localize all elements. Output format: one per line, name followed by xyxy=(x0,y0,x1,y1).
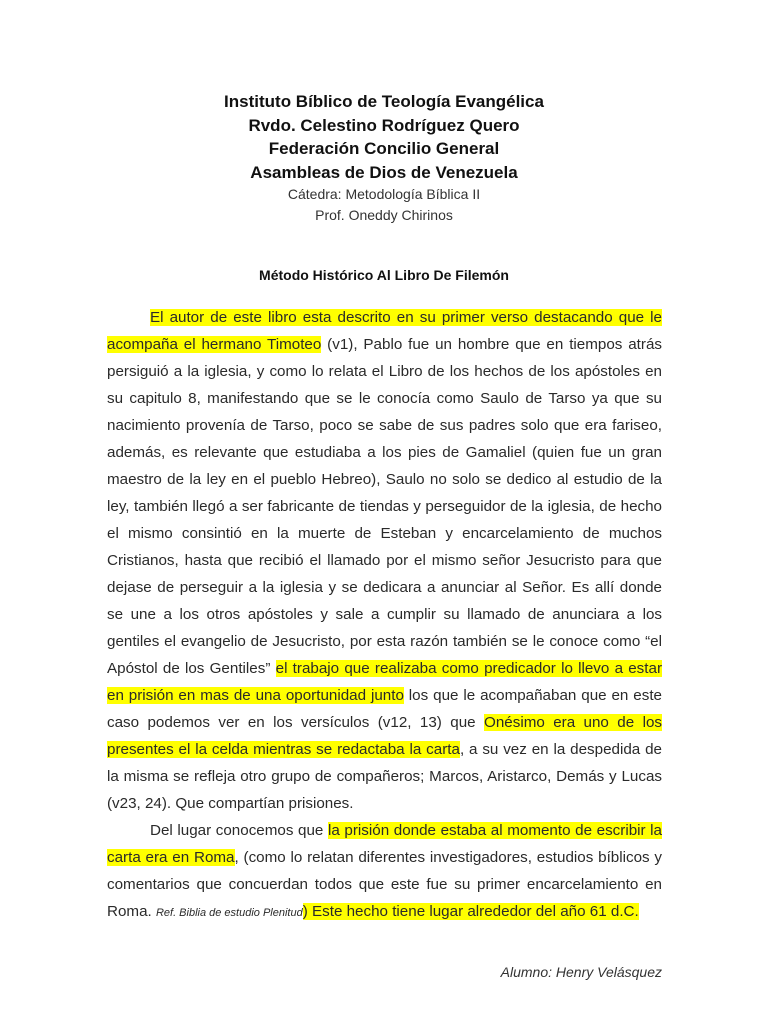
text-segment: , (como lo relatan diferentes investigadores, estudios bíblicos y comentarios que concuerdan todos que este fue su primer encarcelamiento en Roma. xyxy=(107,849,663,920)
text-segment: los que le acompañaban que en este caso podemos ver en los versículos (v12, 13) que xyxy=(107,687,662,731)
federation-name: Federación Concilio General xyxy=(268,139,500,158)
student-signature: Alumno: Henry Velásquez xyxy=(500,964,662,980)
institute-name: Instituto Bíblico de Teología Evangélica xyxy=(224,92,544,111)
institute-dedication: Rvdo. Celestino Rodríguez Quero xyxy=(248,115,520,135)
paragraph-place xyxy=(107,817,662,927)
document-header xyxy=(0,90,768,226)
professor-name: Prof. Oneddy Chirinos xyxy=(315,207,453,223)
text-segment: (v1), Pablo fue un hombre que en tiempos atrás persiguió a la iglesia, y como lo relata el Libro de los hechos de los apóstoles en su capitulo 8, manifestando que se le conocía como Saulo de Tarso ya que su nacimiento provenía de Tarso, poco se sabe de sus padres solo que era fariseo, además, es relevante que estudiaba a los pies de Gamaliel (quien fue un gran maestro de la ley en el pueblo Hebreo), Saulo no solo se dedico al estudio de la ley, también llegó a ser fabricante de tiendas y perseguidor de la iglesia, de hecho el mismo consintió en la muerte de Esteban y encarcelamiento de muchos Cristianos, hasta que recibió el llamado por el mismo señor Jesucristo para que dejase de perseguir a la iglesia y se dedicara a anunciar al Señor. Es allí donde se une a los otros apóstoles y sale a cumplir su llamado de anunciara a los gentiles el evangelio de Jesucristo, por esta razón también se le conoce como “el Apóstol de los Gentiles” xyxy=(107,336,662,677)
text-segment: , a su vez en la despedida de la misma se refleja otro grupo de compañeros; Marcos, Aristarco, Demás y Lucas (v23, 24). Que compartían prisiones. xyxy=(107,741,662,812)
highlight-author: El autor de este libro esta descrito en su primer verso destacando que le acompaña el hermano Timoteo xyxy=(107,309,662,353)
denomination-name: Asambleas de Dios de Venezuela xyxy=(250,162,518,182)
text-segment: Del lugar conocemos que xyxy=(150,822,328,839)
document-title: Método Histórico Al Libro De Filemón xyxy=(259,267,509,283)
reference-citation: Ref. Biblia de estudio Plenitud xyxy=(155,907,303,919)
highlight-rome: la prisión donde estaba al momento de escribir la carta era en Roma xyxy=(107,822,662,866)
paragraph-author xyxy=(107,304,662,817)
highlight-date: ) Este hecho tiene lugar alrededor del año 61 d.C. xyxy=(302,903,639,920)
highlight-onesimus: Onésimo era uno de los presentes el la celda mientras se redactaba la carta xyxy=(107,714,662,758)
chair-subject: Cátedra: Metodología Bíblica II xyxy=(287,186,481,202)
document-body xyxy=(107,304,662,927)
highlight-prison: el trabajo que realizaba como predicador lo llevo a estar en prisión en mas de una oportunidad junto xyxy=(107,660,662,704)
